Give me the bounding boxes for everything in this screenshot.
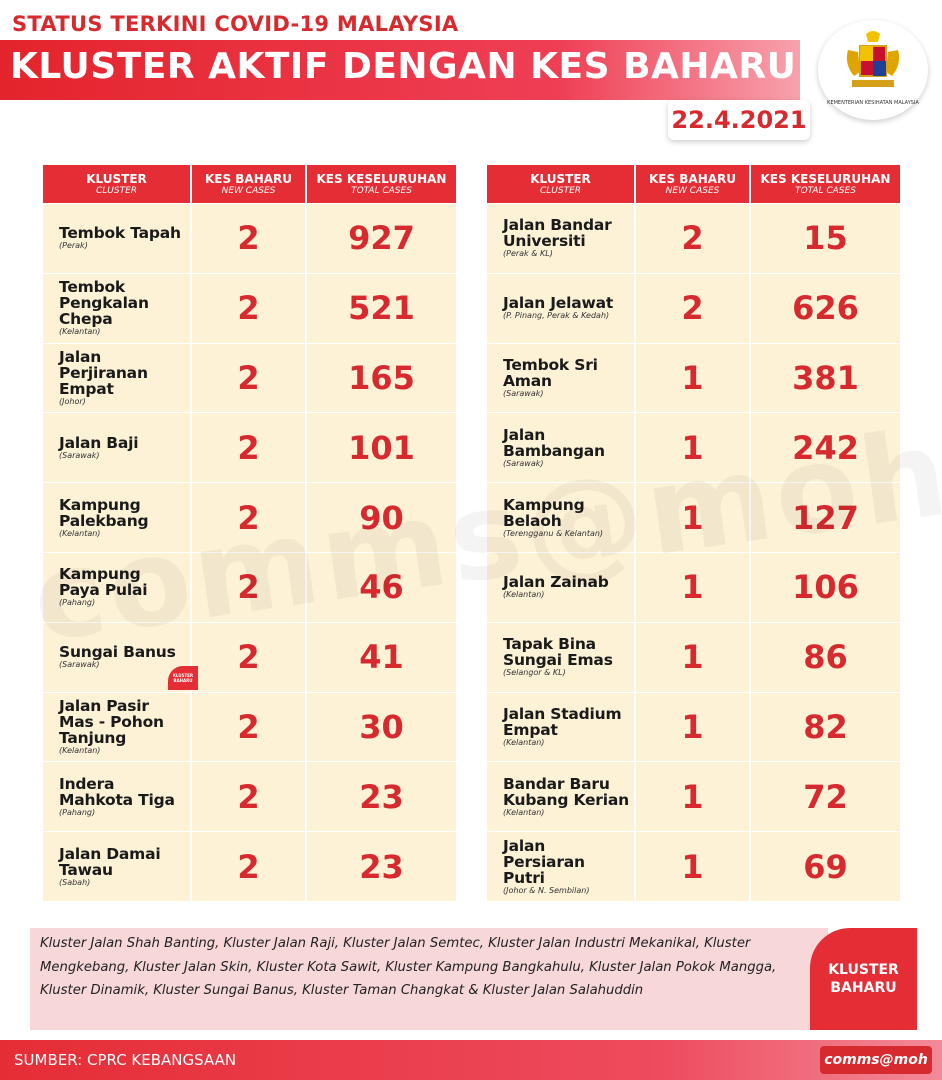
cluster-cell: [487, 274, 636, 343]
new-cases: 2: [636, 274, 751, 343]
cluster-name: Jalan Damai Tawau: [59, 844, 161, 879]
total-cases: 30: [359, 707, 404, 746]
total-cases: 165: [348, 358, 415, 397]
new-cases: 2: [192, 413, 307, 482]
new-cases: 1: [636, 623, 751, 692]
table-row: [43, 831, 456, 901]
total-cases: 242: [792, 428, 859, 467]
header-cluster-label: KLUSTER: [530, 171, 591, 186]
header-cluster: [43, 165, 192, 203]
cluster-state: (Kelantan): [503, 737, 545, 747]
cluster-cell: [43, 553, 192, 622]
page-subtitle: STATUS TERKINI COVID-19 MALAYSIA: [12, 12, 459, 36]
new-cases: 2: [192, 344, 307, 413]
cluster-state: (Terengganu & Kelantan): [503, 528, 604, 538]
new-cases: 2: [192, 762, 307, 831]
table-row: [487, 622, 900, 692]
new-cases: 2: [636, 204, 751, 273]
table-row: [43, 203, 456, 273]
total-cases: 381: [792, 358, 859, 397]
cluster-name: Jalan Stadium Empat: [503, 704, 622, 739]
cluster-name: Kampung Palekbang: [59, 495, 149, 530]
cluster-name: Jalan Pasir Mas - Pohon Tanjung: [59, 696, 164, 747]
coat-of-arms-icon: [840, 28, 906, 98]
header-cluster-en: CLUSTER: [539, 185, 582, 196]
cluster-state: (Kelantan): [59, 528, 101, 538]
new-cases: 2: [192, 483, 307, 552]
header-cluster: [487, 165, 636, 203]
header-total-label: KES KESELURUHAN: [760, 171, 891, 186]
cluster-cell: [487, 344, 636, 413]
new-cases: 2: [192, 553, 307, 622]
cluster-name: Jalan Bandar Universiti: [503, 216, 612, 251]
cluster-state: (Kelantan): [59, 745, 101, 755]
header-cluster-label: KLUSTER: [86, 171, 147, 186]
table-row: [43, 761, 456, 831]
cluster-cell: [487, 413, 636, 482]
new-cases: 2: [192, 274, 307, 343]
cluster-state: (Sarawak): [503, 388, 544, 398]
total-cases: 106: [792, 568, 859, 607]
header-total-cases: [307, 165, 456, 203]
total-cases: 101: [348, 428, 415, 467]
cluster-cell: [487, 204, 636, 273]
new-cases: 1: [636, 762, 751, 831]
table-row: [43, 412, 456, 482]
cluster-state: (Kelantan): [503, 590, 545, 600]
cluster-name: Jalan Perjiranan Empat: [59, 347, 148, 398]
total-cases: 72: [803, 777, 848, 816]
header-cluster-en: CLUSTER: [95, 185, 138, 196]
table-row: [487, 203, 900, 273]
table-row: [487, 482, 900, 552]
new-cases: 1: [636, 483, 751, 552]
total-cases: 69: [803, 847, 848, 886]
new-cases: 1: [636, 344, 751, 413]
cluster-state: (Sarawak): [59, 660, 100, 670]
cluster-state: (Pahang): [59, 807, 96, 817]
cluster-cell: [43, 344, 192, 413]
date-badge: 22.4.2021: [668, 100, 810, 140]
header-new-label: KES BAHARU: [204, 171, 293, 186]
cluster-name: Bandar Baru Kubang Kerian: [503, 774, 629, 809]
table-body: [43, 203, 456, 901]
total-cases: 23: [359, 777, 404, 816]
cluster-name: Indera Mahkota Tiga: [59, 774, 175, 809]
cluster-cell: [43, 762, 192, 831]
cluster-cell: [487, 623, 636, 692]
cluster-state: (Sabah): [59, 877, 91, 887]
header-new-en: NEW CASES: [665, 185, 720, 196]
header-new-cases: [636, 165, 751, 203]
total-cases: 927: [348, 219, 415, 258]
table-row: [43, 482, 456, 552]
header-new-en: NEW CASES: [221, 185, 276, 196]
cluster-name: Jalan Bambangan: [503, 425, 605, 460]
table-row: [487, 831, 900, 901]
total-cases: 86: [803, 638, 848, 677]
new-cases: 2: [192, 204, 307, 273]
cluster-cell: [43, 274, 192, 343]
cluster-name: Kampung Belaoh: [503, 495, 585, 530]
header-total-label: KES KESELURUHAN: [316, 171, 447, 186]
table-header: [43, 165, 456, 203]
table-row: [43, 273, 456, 343]
cluster-cell: [43, 693, 192, 762]
cluster-cell: [487, 483, 636, 552]
table-row: [487, 761, 900, 831]
cluster-name: Jalan Baji: [59, 433, 139, 452]
cluster-name: Sungai Banus: [59, 643, 176, 662]
new-cases: 2: [192, 832, 307, 901]
table-row: [43, 552, 456, 622]
cluster-state: (P. Pinang, Perak & Kedah): [503, 311, 610, 321]
cluster-name: Jalan Zainab: [503, 573, 609, 592]
table-row: [487, 412, 900, 482]
total-cases: 82: [803, 707, 848, 746]
cluster-cell: [487, 553, 636, 622]
cluster-name: Jalan Jelawat: [503, 294, 614, 313]
table-row: [43, 343, 456, 413]
table-row: [43, 622, 456, 692]
total-cases: 127: [792, 498, 859, 537]
cluster-table-right: [487, 165, 900, 901]
cluster-name: Jalan Persiaran Putri: [503, 836, 585, 887]
header-total-en: TOTAL CASES: [795, 185, 856, 196]
header-total-en: TOTAL CASES: [351, 185, 412, 196]
cluster-state: (Pahang): [59, 598, 96, 608]
cluster-state: (Perak & KL): [503, 249, 553, 259]
new-cases: 1: [636, 553, 751, 622]
new-cases: 1: [636, 832, 751, 901]
table-row: [487, 552, 900, 622]
cluster-cell: [43, 413, 192, 482]
cluster-cell: [487, 693, 636, 762]
cluster-name: Tembok Sri Aman: [503, 355, 598, 390]
source-text: SUMBER: CPRC KEBANGSAAN: [14, 1051, 237, 1069]
header-total-cases: [751, 165, 900, 203]
new-cases: 1: [636, 413, 751, 482]
cluster-cell: [43, 204, 192, 273]
new-clusters-note: [30, 928, 828, 1030]
cluster-name: Tapak Bina Sungai Emas: [503, 635, 613, 670]
cluster-state: (Kelantan): [59, 327, 101, 337]
new-clusters-list: Kluster Jalan Shah Banting, Kluster Jalan Raji, Kluster Jalan Semtec, Kluster Jalan Industri Mekanikal, Kluster Mengkebang, Kluster Jalan Skin, Kluster Kota Sawit, Kluster Kampung Bangkahulu, Kluster Jalan Pokok Mangga, Kluster Dinamik, Kluster Sungai Banus, Kluster Taman Changkat & Kluster Jalan Salahuddin: [40, 936, 777, 998]
cluster-state: (Johor): [59, 396, 86, 406]
ministry-logo: [818, 20, 928, 120]
table-row: [487, 692, 900, 762]
header-new-label: KES BAHARU: [648, 171, 737, 186]
new-cluster-label: KLUSTER BAHARU: [810, 928, 917, 1030]
cluster-state: (Selangor & KL): [503, 668, 566, 678]
new-cases: 1: [636, 693, 751, 762]
cluster-state: (Perak): [59, 241, 88, 251]
table-row: [487, 273, 900, 343]
page-title: KLUSTER AKTIF DENGAN KES BAHARU: [10, 46, 797, 87]
cluster-cell: [43, 832, 192, 901]
total-cases: 90: [359, 498, 404, 537]
cluster-cell: [487, 762, 636, 831]
table-header: [487, 165, 900, 203]
new-cluster-badge: KLUSTER BAHARU: [168, 666, 198, 690]
table-body: [487, 203, 900, 901]
total-cases: 41: [359, 638, 404, 677]
cluster-name: Kampung Paya Pulai: [59, 565, 148, 600]
total-cases: 23: [359, 847, 404, 886]
cluster-state: (Kelantan): [503, 807, 545, 817]
brand-badge: comms@moh: [820, 1046, 932, 1074]
cluster-cell: [487, 832, 636, 901]
cluster-state: (Sarawak): [59, 450, 100, 460]
table-row: [43, 692, 456, 762]
new-cases: 2: [192, 623, 307, 692]
cluster-state: (Sarawak): [503, 458, 544, 468]
cluster-cell: [43, 623, 192, 692]
cluster-cell: [43, 483, 192, 552]
total-cases: 521: [348, 289, 415, 328]
table-row: [487, 343, 900, 413]
header-new-cases: [192, 165, 307, 203]
logo-caption: KEMENTERIAN KESIHATAN MALAYSIA: [827, 100, 919, 106]
total-cases: 46: [359, 568, 404, 607]
new-cases: 2: [192, 693, 307, 762]
total-cases: 626: [792, 289, 859, 328]
cluster-state: (Johor & N. Sembilan): [503, 885, 590, 895]
cluster-name: Tembok Pengkalan Chepa: [59, 278, 149, 329]
cluster-table-left: [43, 165, 456, 901]
cluster-name: Tembok Tapah: [59, 224, 181, 243]
total-cases: 15: [803, 219, 848, 258]
